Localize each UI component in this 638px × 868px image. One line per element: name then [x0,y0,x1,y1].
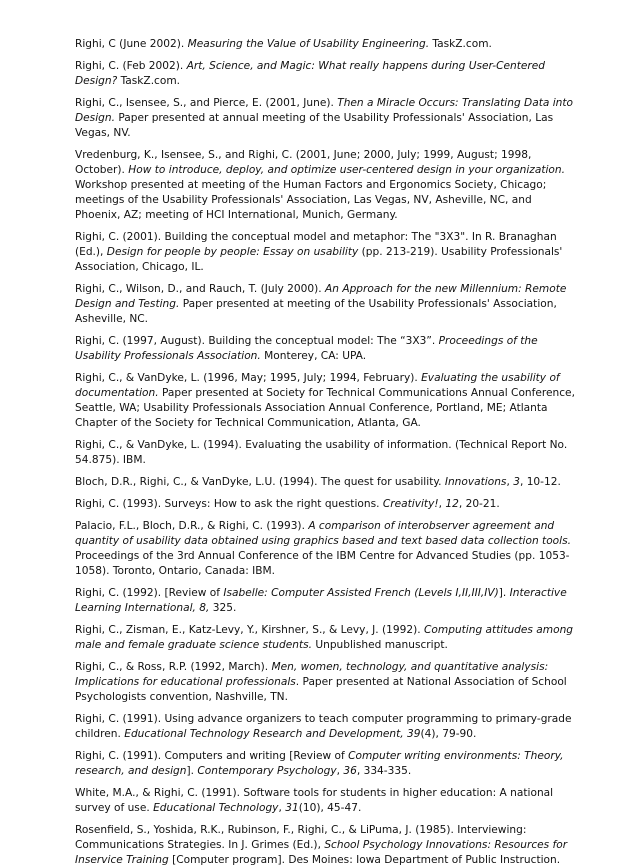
reference-entry [75,712,578,742]
reference-title-text: Educational Technology [153,802,279,814]
reference-text: Vredenburg, K., Isensee, S., and Righi, C. (2001, June; 2000, July; 1999, August; 1998, October). [75,149,532,176]
reference-text: Righi, C. (1993). Surveys: How to ask the right questions. [75,498,383,510]
reference-text: Righi, C. (1991). Computers and writing [Review of [75,750,349,762]
reference-title-text: Men, women, technology, and quantitative analysis: Implications for educational professionals [75,661,549,688]
reference-text: , [506,476,514,488]
reference-text: , [438,498,446,510]
reference-text: Paper presented at meeting of the Usability Professionals' Association, Asheville, NC. [75,298,557,325]
reference-title-text: Proceedings of the Usability Professionals Association. [75,335,538,362]
reference-entry [75,660,578,705]
reference-text: , [336,765,344,777]
reference-entry [75,37,578,52]
reference-text: Rosenfield, S., Yoshida, R.K., Rubinson, F., Righi, C., & LiPuma, J. (1985). Interviewing: Communications Strategies. In J. Grimes (Ed.), [75,824,527,851]
reference-text: Unpublished manuscript. [311,639,448,651]
reference-entry [75,823,578,868]
reference-text: TaskZ.com. [429,38,492,50]
reference-text: (pp. 213-219). Usability Professionals' Association, Chicago, IL. [75,246,563,273]
reference-title-text: 31 [285,802,299,814]
reference-entry [75,623,578,653]
reference-title-text: Interactive Learning International, 8, [75,587,567,614]
reference-entry [75,282,578,327]
reference-text: Righi, C., Wilson, D., and Rauch, T. (July 2000). [75,283,325,295]
reference-title-text: Computer writing environments: Theory, research, and design [75,750,564,777]
reference-entry [75,334,578,364]
reference-text: Righi, C., & VanDyke, L. (1994). Evaluating the usability of information. (Technical Report No. 54.875). IBM. [75,439,568,466]
reference-title-text: Innovations [444,476,507,488]
reference-entry [75,438,578,468]
reference-text: Righi, C. (1991). Using advance organizers to teach computer programming to primary-grade children. [75,713,572,740]
reference-text: Righi, C., Isensee, S., and Pierce, E. (2001, June). [75,97,338,109]
reference-title-text: Design for people by people: Essay on usability [106,246,359,258]
reference-entry [75,786,578,816]
reference-text: Monterey, CA: UPA. [260,350,367,362]
reference-text: Workshop presented at meeting of the Human Factors and Ergonomics Society, Chicago; meetings of the Usability Professionals' Association, Las Vegas, NV, Asheville, NC, and Phoenix, AZ; meeting of HCI International, Munich, Germany. [75,179,547,221]
reference-entry [75,519,578,579]
reference-entry [75,497,578,512]
reference-entry [75,371,578,431]
reference-title-text: Art, Science, and Magic: What really happens during User-Centered Design? [75,60,545,87]
reference-title-text: Measuring the Value of Usability Engineering. [187,38,430,50]
reference-text: Proceedings of the 3rd Annual Conference of the IBM Centre for Advanced Studies (pp. 1053-1058). Toronto, Ontario, Canada: IBM. [75,550,570,577]
reference-text: 325. [209,602,237,614]
reference-text: [Computer program]. Des Moines: Iowa Department of Public Instruction. [168,854,561,866]
reference-text: , 20-21. [458,498,500,510]
reference-text: (10), 45-47. [298,802,362,814]
reference-entry [75,96,578,141]
reference-entry [75,148,578,223]
reference-text: Righi, C., Zisman, E., Katz-Levy, Y., Kirshner, S., & Levy, J. (1992). [75,624,425,636]
reference-title-text: 3 [513,476,520,488]
reference-entry [75,586,578,616]
reference-text: Righi, C., & VanDyke, L. (1996, May; 1995, July; 1994, February). [75,372,422,384]
reference-entry [75,749,578,779]
reference-text: (4), 79-90. [420,728,477,740]
reference-title-text: Contemporary Psychology [197,765,337,777]
reference-text: , 10-12. [519,476,561,488]
reference-title-text: 12 [445,498,459,510]
reference-title-text: A comparison of interobserver agreement and quantity of usability data obtained using graphics based and text based data collection tools. [75,520,571,547]
reference-text: TaskZ.com. [117,75,181,87]
reference-title-text: Creativity! [382,498,439,510]
reference-text: , [278,802,286,814]
reference-text: ]. [186,765,198,777]
reference-text: Righi, C. (1997, August). Building the conceptual model: The “3X3”. [75,335,439,347]
reference-title-text: Then a Miracle Occurs: Translating Data into Design. [75,97,573,124]
reference-title-text: Isabelle: Computer Assisted French (Levels I,II,III,IV) [223,587,499,599]
reference-text: Paper presented at annual meeting of the Usability Professionals' Association, Las Vegas, NV. [75,112,554,139]
reference-title-text: School Psychology Innovations: Resources for Inservice Training [75,839,568,866]
reference-text: Paper presented at Society for Technical Communications Annual Conference, Seattle, WA; Usability Professionals Association Annual Conference, Portland, ME; Atlanta Chapter of the Society for Technical Communication, Atlanta, GA. [75,387,575,429]
reference-title-text: Educational Technology Research and Development, 39 [124,728,421,740]
reference-text: White, M.A., & Righi, C. (1991). Software tools for students in higher education: A national survey of use. [75,787,554,814]
reference-title-text: Computing attitudes among male and female graduate science students. [75,624,574,651]
reference-text: Righi, C (June 2002). [75,38,188,50]
reference-title-text: How to introduce, deploy, and optimize user-centered design in your organization. [128,164,565,176]
reference-text: Palacio, F.L., Bloch, D.R., & Righi, C. (1993). [75,520,309,532]
reference-entry [75,475,578,490]
reference-title-text: An Approach for the new Millennium: Remote Design and Testing. [75,283,567,310]
reference-text: Righi, C. (Feb 2002). [75,60,187,72]
reference-text: ]. [498,587,510,599]
reference-list [75,37,578,868]
reference-entry [75,230,578,275]
reference-entry [75,59,578,89]
reference-text: Righi, C., & Ross, R.P. (1992, March). [75,661,272,673]
reference-text: Righi, C. (2001). Building the conceptual model and metaphor: The "3X3". In R. Branaghan (Ed.), [75,231,557,258]
reference-text: Righi, C. (1992). [Review of [75,587,224,599]
reference-title-text: Evaluating the usability of documentation. [75,372,560,399]
reference-text: , 334-335. [356,765,412,777]
reference-text: Bloch, D.R., Righi, C., & VanDyke, L.U. (1994). The quest for usability. [75,476,445,488]
reference-text: . Paper presented at National Association of School Psychologists convention, Nashville, TN. [75,676,567,703]
reference-title-text: 36 [343,765,357,777]
